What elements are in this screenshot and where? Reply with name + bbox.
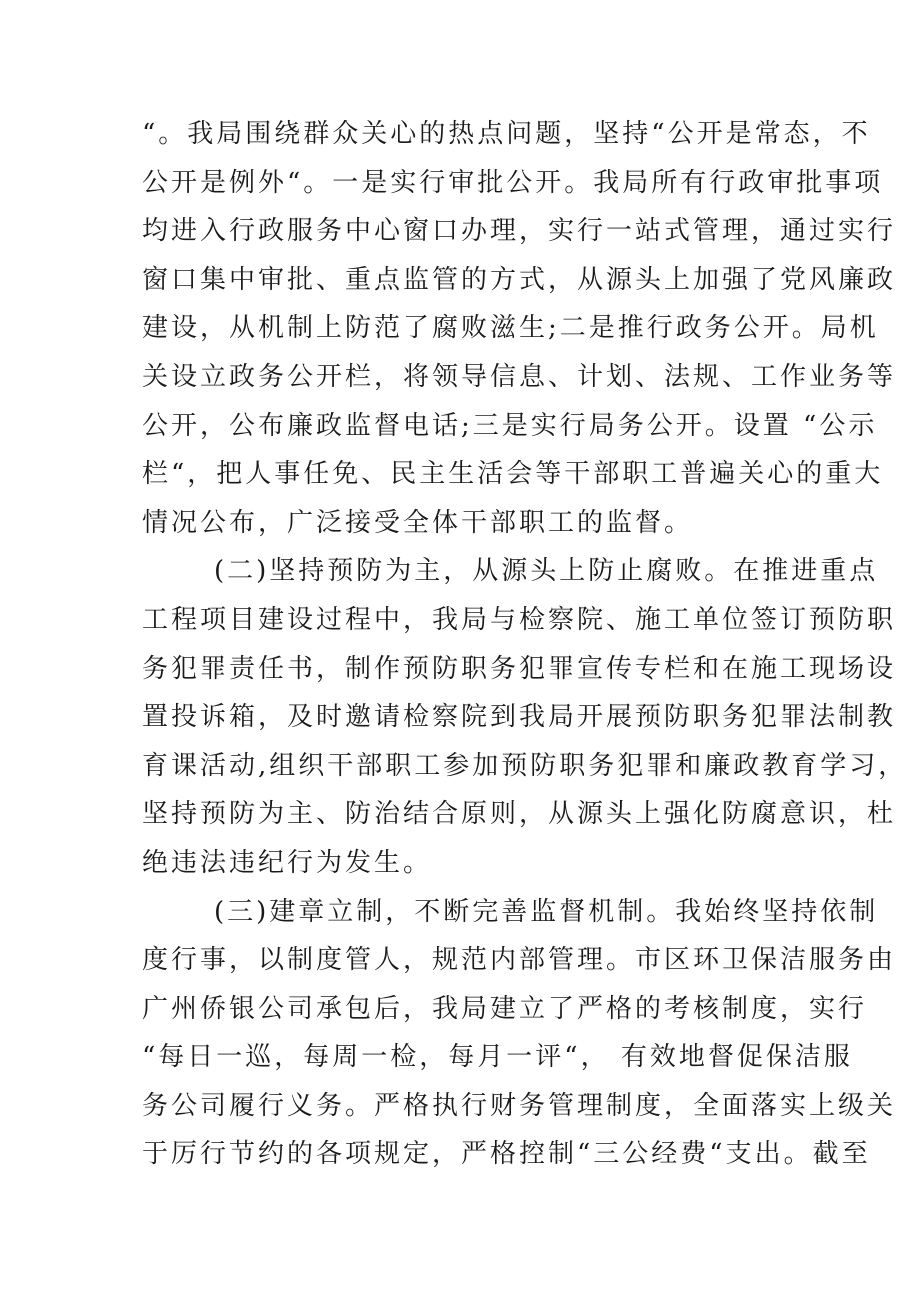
text-line: 栏“，把人事任免、民主生活会等干部职工普遍关心的重大 <box>142 459 884 490</box>
paragraph-public-affairs <box>142 110 897 547</box>
text-line: 育课活动,组织干部职工参加预防职务犯罪和廉政教育学习， <box>142 750 908 781</box>
text-line: 窗口集中审批、重点监管的方式，从源头上加强了党风廉政 <box>142 264 897 295</box>
text-line: 坚持预防为主、防治结合原则，从源头上强化防腐意识，杜 <box>142 799 897 830</box>
text-line: (二)坚持预防为主，从源头上防止腐败。在推进重点 <box>214 556 879 587</box>
paragraph-prevention <box>142 547 908 887</box>
text-line: 工程项目建设过程中，我局与检察院、施工单位签订预防职 <box>142 604 897 635</box>
text-line: 关设立政务公开栏，将领导信息、计划、法规、工作业务等 <box>142 361 897 392</box>
text-line: 均进入行政服务中心窗口办理，实行一站式管理，通过实行 <box>142 216 897 247</box>
document-body <box>142 110 908 1179</box>
text-line: 建设，从机制上防范了腐败滋生;二是推行政务公开。局机 <box>142 313 879 344</box>
text-line: 绝违法违纪行为发生。 <box>142 847 433 878</box>
text-line: 务公司履行义务。严格执行财务管理制度，全面落实上级关 <box>142 1090 897 1121</box>
text-line: 务犯罪责任书，制作预防职务犯罪宣传专栏和在施工现场设 <box>142 653 897 684</box>
text-line: 置投诉箱，及时邀请检察院到我局开展预防职务犯罪法制教 <box>142 702 897 733</box>
text-line: 广州侨银公司承包后，我局建立了严格的考核制度，实行 <box>142 993 868 1024</box>
text-line: 度行事，以制度管人，规范内部管理。市区环卫保洁服务由 <box>142 945 897 976</box>
text-line: “。我局围绕群众关心的热点问题，坚持“公开是常态，不 <box>142 119 871 149</box>
text-line: 公开是例外“。一是实行审批公开。我局所有行政审批事项 <box>142 167 884 198</box>
text-line: (三)建章立制，不断完善监督机制。我始终坚持依制 <box>214 896 879 927</box>
text-line: 情况公布，广泛接受全体干部职工的监督。 <box>142 507 694 538</box>
text-line: “每日一巡，每周一检，每月一评“， 有效地督促保洁服 <box>142 1042 853 1073</box>
text-line: 于厉行节约的各项规定，严格控制“三公经费“支出。截至 <box>142 1139 871 1170</box>
paragraph-regulations <box>142 888 897 1180</box>
text-line: 公开，公布廉政监督电话;三是实行局务公开。设置 “公示 <box>142 410 878 441</box>
